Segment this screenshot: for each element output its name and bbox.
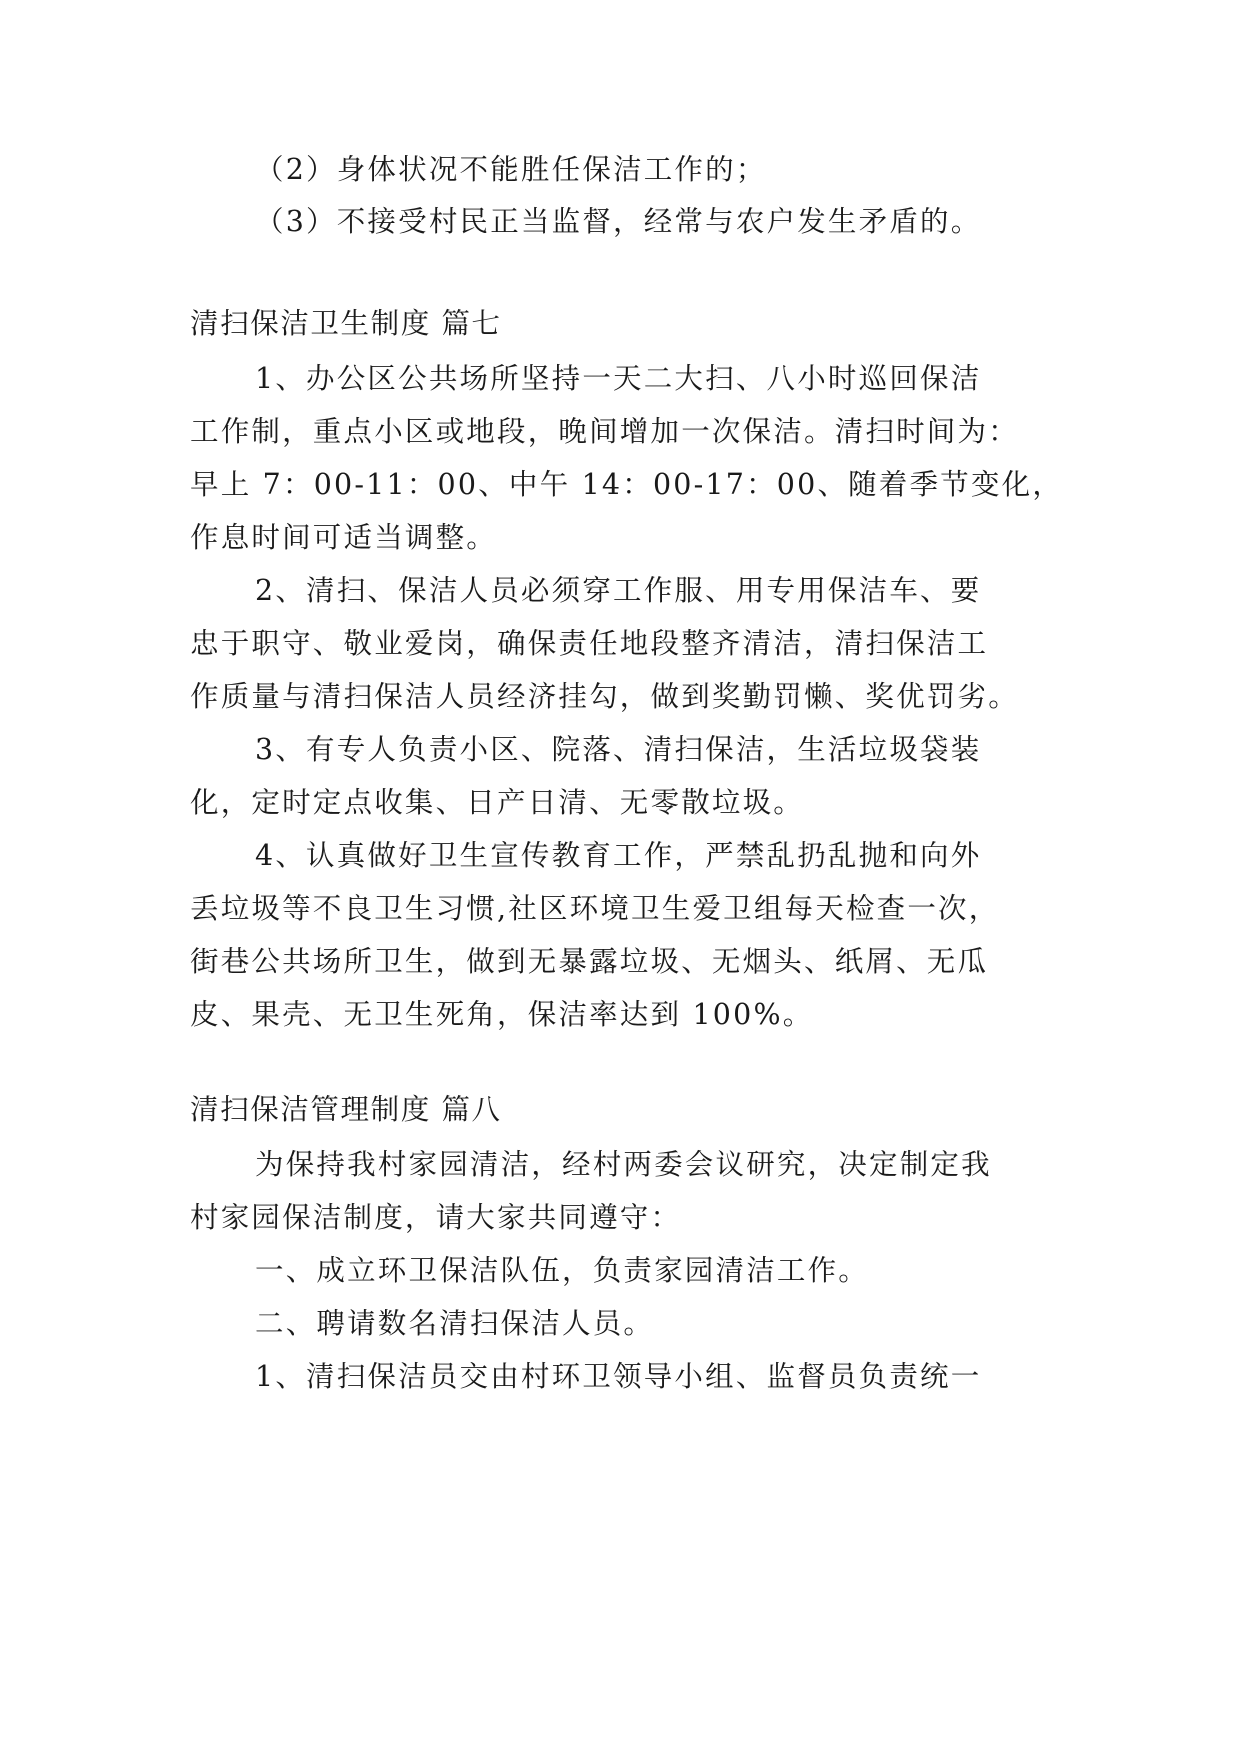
paragraph-line: 作质量与清扫保洁人员经济挂勾，做到奖勤罚懒、奖优罚劣。	[190, 680, 1019, 713]
paragraph-line: 街巷公共场所卫生，做到无暴露垃圾、无烟头、纸屑、无瓜	[190, 945, 989, 978]
paragraph-line: 3、有专人负责小区、院落、清扫保洁，生活垃圾袋装	[255, 733, 982, 766]
paragraph-line: 丢垃圾等不良卫生习惯,社区环境卫生爱卫组每天检查一次，	[190, 892, 1000, 925]
paragraph-line: 皮、果壳、无卫生死角，保洁率达到 100%。	[190, 998, 814, 1031]
section-heading-8: 清扫保洁管理制度 篇八	[190, 1093, 502, 1126]
paragraph-line: 1、办公区公共场所坚持一天二大扫、八小时巡回保洁	[255, 362, 982, 395]
paragraph-line: 4、认真做好卫生宣传教育工作，严禁乱扔乱抛和向外	[255, 839, 982, 872]
paragraph-line: 工作制，重点小区或地段，晚间增加一次保洁。清扫时间为：	[190, 415, 1019, 448]
paragraph-line: 1、清扫保洁员交由村环卫领导小组、监督员负责统一	[255, 1360, 982, 1393]
paragraph-line: 化，定时定点收集、日产日清、无零散垃圾。	[190, 786, 805, 819]
paragraph-line: 作息时间可适当调整。	[190, 521, 498, 554]
paragraph-line: 早上 7：00-11：00、中午 14：00-17：00、随着季节变化，	[190, 468, 1064, 501]
paragraph-line: 一、成立环卫保洁队伍，负责家园清洁工作。	[255, 1254, 870, 1287]
paragraph-line: 2、清扫、保洁人员必须穿工作服、用专用保洁车、要	[255, 574, 982, 607]
paragraph-line: 村家园保洁制度，请大家共同遵守：	[190, 1201, 682, 1234]
paragraph-line: 忠于职守、敬业爱岗，确保责任地段整齐清洁，清扫保洁工	[190, 627, 989, 660]
paragraph-line: 为保持我村家园清洁，经村两委会议研究，决定制定我	[255, 1148, 992, 1181]
paragraph-line: 二、聘请数名清扫保洁人员。	[255, 1307, 655, 1340]
section-heading-7: 清扫保洁卫生制度 篇七	[190, 307, 502, 340]
item-2-line: （2）身体状况不能胜任保洁工作的；	[255, 153, 767, 186]
item-3-line: （3）不接受村民正当监督，经常与农户发生矛盾的。	[255, 205, 982, 238]
